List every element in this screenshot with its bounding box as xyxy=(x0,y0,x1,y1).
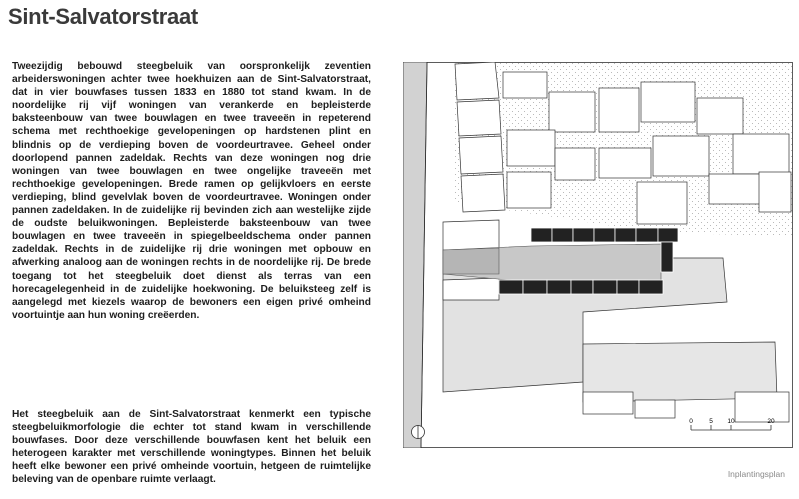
analysis-paragraph: Het steegbeluik aan de Sint-Salvatorstraat kenmerkt een typische steegbeluikmorfologie die echter tot stand kwam in verschillende bouwfases. Door deze verschillende bouwfasen kent het beluik een heterogeen karakter met verschillende woningtypes. Binnen het beluik heeft elke bewoner een privé omheinde voortuin, hetgeen de ruimtelijke beleving van de openbare ruimte verlaagt. xyxy=(12,409,371,486)
page-title: Sint-Salvatorstraat xyxy=(8,4,198,29)
south-row-dwellings xyxy=(499,280,663,294)
scale-label: 20 xyxy=(767,418,775,425)
description-paragraph: Tweezijdig bebouwd steegbeluik van oorspronkelijk zeventien arbeiderswoningen achter twee hoekhuizen aan de Sint-Salvatorstraat, dat in vier bouwfases tussen 1833 en 1880 tot stand kwam. In de noordelijke rij vijf woningen van verankerde en bepleisterde baksteenbouw van twee bouwlagen en twee traveeën in repeterend schema met rechthoekige gevelopeningen op hardstenen plint en blindnis op de verdieping boven de voordeurtravee. Geheel onder doorlopend pannen zadeldak. Rechts van deze woningen nog drie woningen van twee bouwlagen en twee ongelijke traveeën met rechthoekige gevelopeningen. Brede ramen op gelijkvloers en eerste verdieping, blind gevelvlak boven de voordeurtravee. Woningen onder pannen zadeldaken. In de zuidelijke rij bevinden zich aan westelijke zijde de oudste beluikwoningen. Bepleisterde baksteenbouw van twee bouwlagen en twee traveeën in spiegelbeeldschema onder pannen zadeldak. Rechts in de zuidelijke rij drie woningen met opbouw en afwerking analoog aan de woningen rechts in de noordelijke rij. De brede toegang tot het steegbeluik doet dienst als terras van een horecagelegenheid in de zuidelijke hoekwoning. De beluiksteeg zelf is aangelegd met kiezels waarop de bewoners een eigen privé omheind voortuintje aan hun woning creëerden. xyxy=(12,61,371,321)
map-caption: Inplantingsplan xyxy=(727,469,785,479)
scale-label: 5 xyxy=(709,418,713,425)
site-plan-map xyxy=(403,62,793,448)
scale-label: 0 xyxy=(689,418,693,425)
scale-label: 10 xyxy=(727,418,735,425)
north-arrow-icon xyxy=(412,425,425,439)
